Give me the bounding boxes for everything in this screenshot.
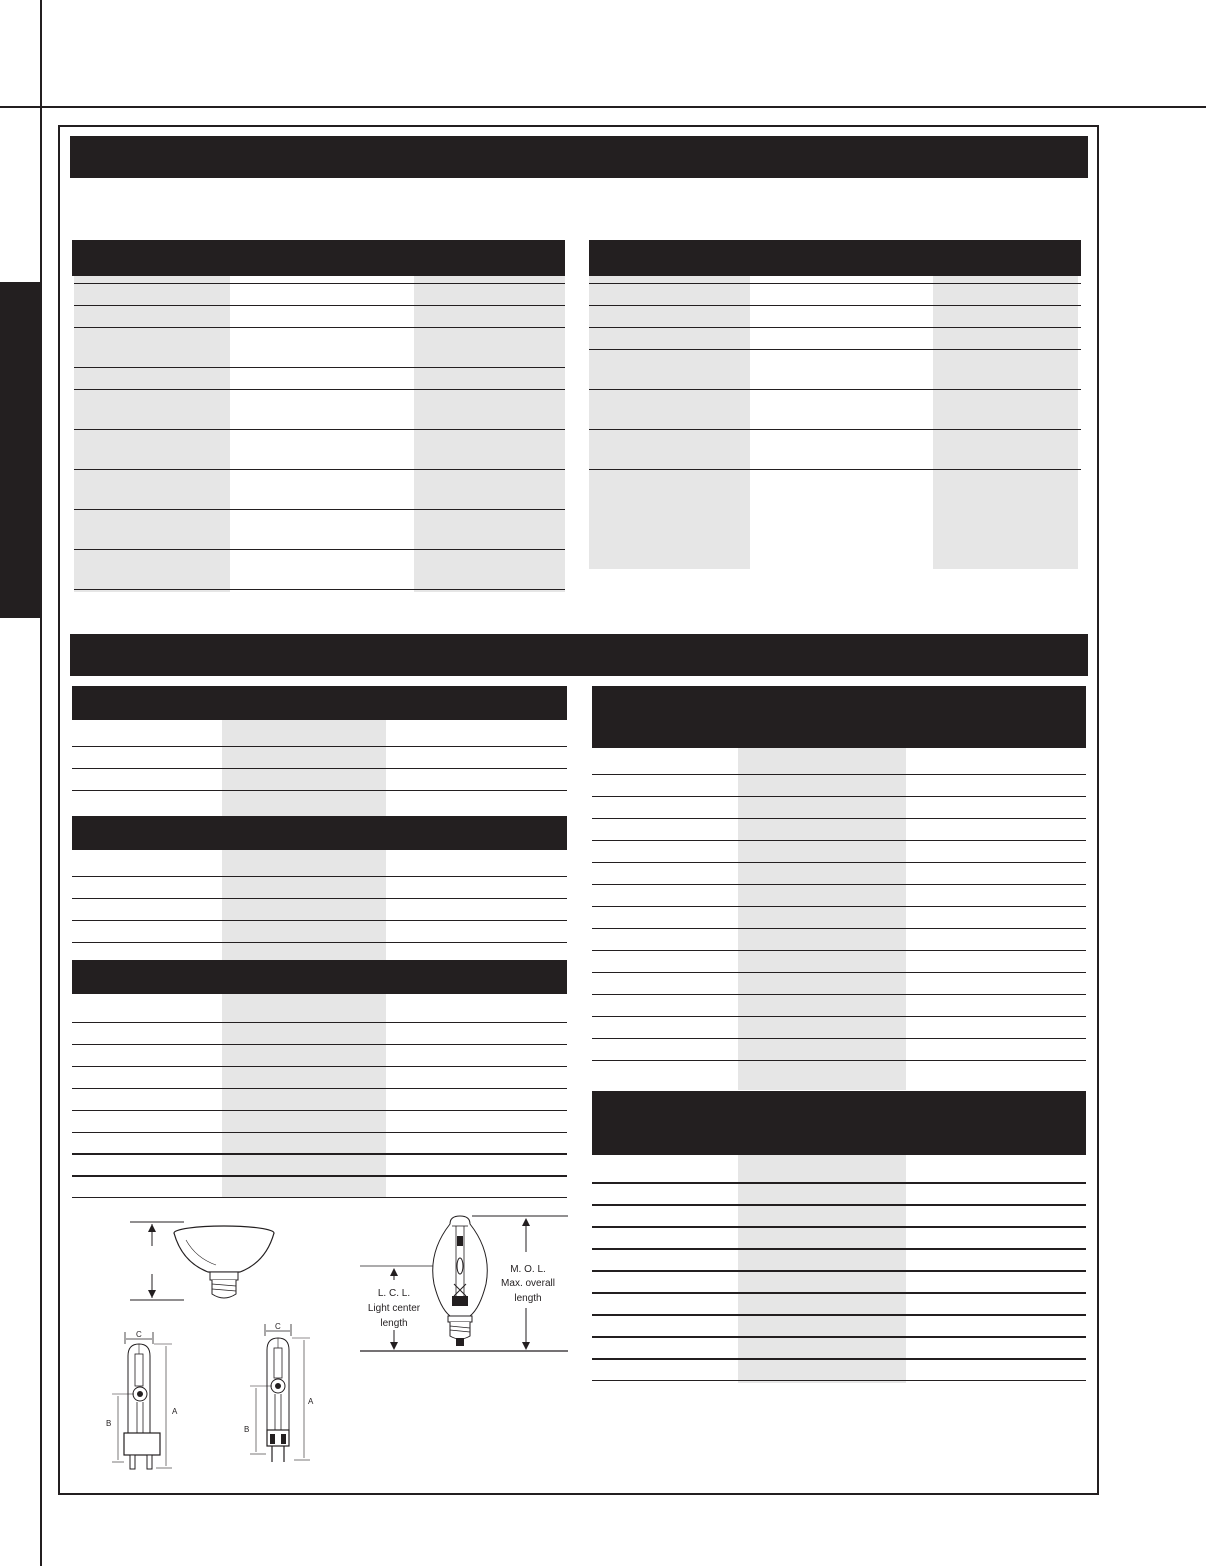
- table-top-right: [589, 276, 1081, 569]
- table-header-top-right: [589, 240, 1081, 276]
- table-header-lower-right-1: [592, 686, 1086, 748]
- par-lamp-diagram: [126, 1218, 286, 1310]
- mol-abbrev: M. O. L.: [510, 1264, 546, 1275]
- mol-line1: Max. overall: [501, 1278, 555, 1289]
- table-lower-right-1: [592, 748, 1086, 1090]
- table-lower-left-3: [72, 994, 567, 1198]
- section-side-tab: [0, 282, 41, 618]
- table-header-top-left: [72, 240, 565, 276]
- table-header-lower-left-2: [72, 816, 567, 850]
- ed-lamp-dimension-diagram: [360, 1212, 568, 1354]
- single-ended-lamp-g12-diagram: [100, 1330, 190, 1480]
- section-banner-middle: [70, 634, 1088, 676]
- left-margin-rule: [40, 0, 42, 1566]
- single-ended-lamp-g85-diagram: [238, 1322, 328, 1472]
- lcl-line1: Light center: [367, 1303, 421, 1314]
- lcl-line2: length: [380, 1318, 408, 1329]
- table-lower-left-1: [72, 720, 567, 816]
- table-lower-right-2: [592, 1155, 1086, 1383]
- lcl-abbrev: L. C. L.: [377, 1288, 411, 1299]
- header-rule: [0, 106, 1206, 108]
- g85-dim-c: C: [275, 1322, 281, 1331]
- g12-dim-c: C: [136, 1330, 142, 1339]
- g85-dim-b: B: [244, 1425, 250, 1434]
- table-header-lower-left-3: [72, 960, 567, 994]
- table-top-left: [74, 276, 565, 592]
- section-banner-top: [70, 136, 1088, 178]
- table-header-lower-left-1: [72, 686, 567, 720]
- table-header-lower-right-2: [592, 1091, 1086, 1155]
- g85-dim-a: A: [308, 1397, 314, 1406]
- mol-line2: length: [514, 1293, 542, 1304]
- g12-dim-b: B: [106, 1419, 112, 1428]
- table-lower-left-2: [72, 850, 567, 960]
- g12-dim-a: A: [172, 1407, 178, 1416]
